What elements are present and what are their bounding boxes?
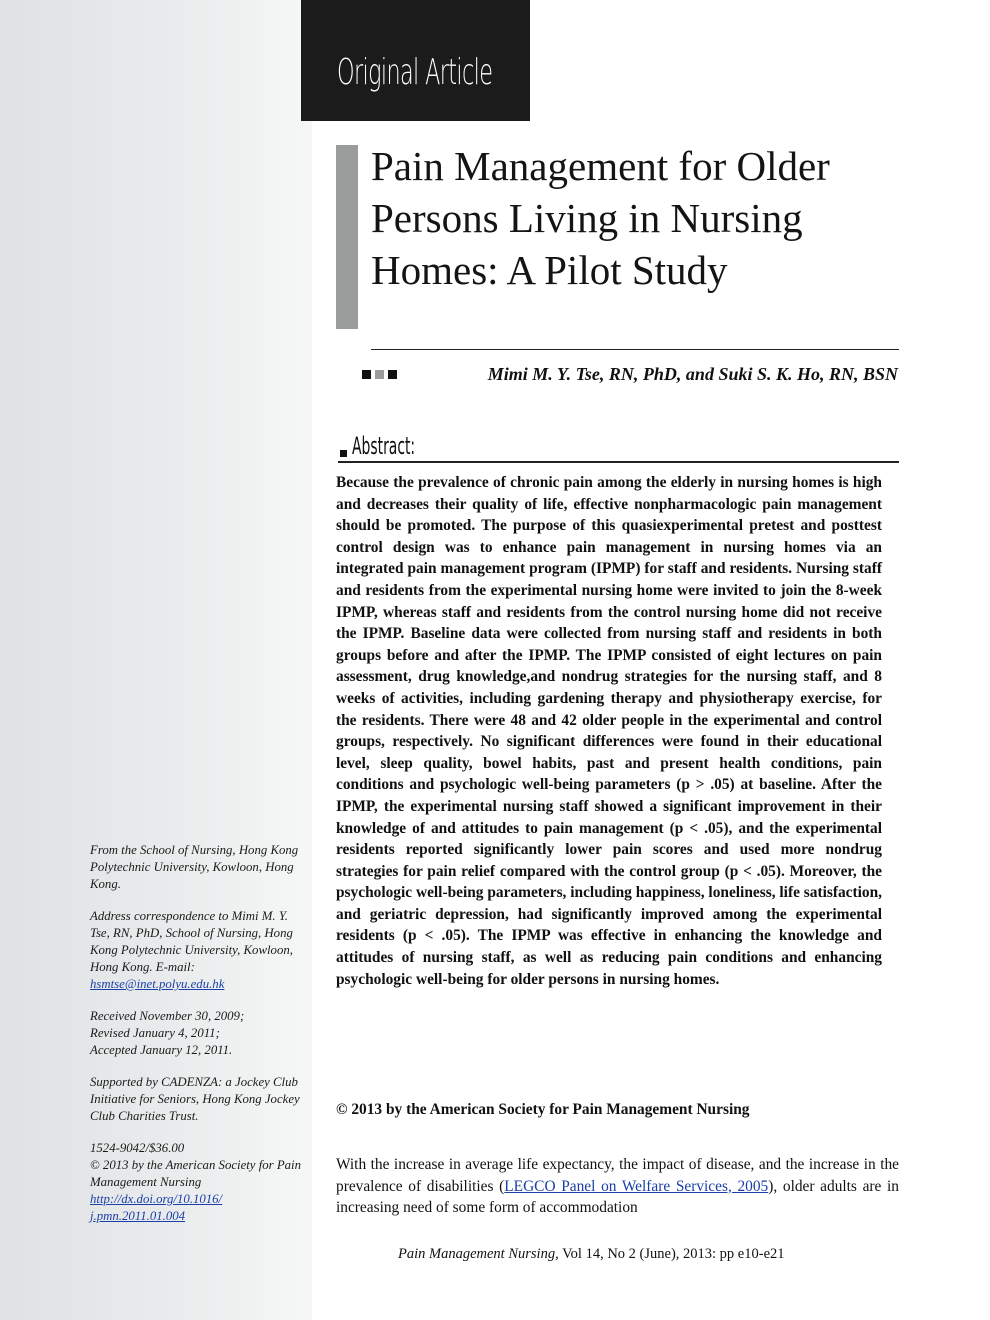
accepted-date: Accepted January 12, 2011. xyxy=(90,1043,233,1057)
bullet-square-icon xyxy=(375,370,384,379)
issn-price: 1524-9042/$36.00 xyxy=(90,1141,185,1155)
abstract-divider xyxy=(338,461,899,463)
history-note xyxy=(90,1008,306,1059)
article-type-label: Original Article xyxy=(337,52,493,93)
journal-name: Pain Management Nursing, xyxy=(398,1246,559,1262)
issue-details: Vol 14, No 2 (June), 2013: pp e10-e21 xyxy=(558,1246,785,1262)
sidebar-copyright: © 2013 by the American Society for Pain Management Nursing xyxy=(90,1158,301,1189)
abstract-copyright: © 2013 by the American Society for Pain Management Nursing xyxy=(336,1101,750,1118)
received-date: Received November 30, 2009; xyxy=(90,1009,245,1023)
intro-text-start: With the increase in average life expectancy, the impact of disease, and the increase in the prevalence of disabilities ( xyxy=(336,1156,899,1195)
funding-note: Supported by CADENZA: a Jockey Club Initiative for Seniors, Hong Kong Jockey Club Charities Trust. xyxy=(90,1075,300,1123)
bullet-square-icon xyxy=(362,370,371,379)
doi-link[interactable]: http://dx.doi.org/10.1016/ j.pmn.2011.01.004 xyxy=(90,1192,223,1223)
intro-paragraph xyxy=(336,1154,899,1219)
title-divider xyxy=(371,349,899,350)
revised-date: Revised January 4, 2011; xyxy=(90,1026,220,1040)
author-names: Mimi M. Y. Tse, RN, PhD, and Suki S. K. Ho, RN, BSN xyxy=(487,364,898,384)
article-title: Pain Management for Older Persons Living in Nursing Homes: A Pilot Study xyxy=(371,143,830,293)
affiliation-note: From the School of Nursing, Hong Kong Polytechnic University, Kowloon, Hong Kong. xyxy=(90,843,299,891)
citation-link[interactable]: LEGCO Panel on Welfare Services, 2005 xyxy=(504,1177,769,1195)
article-type-banner xyxy=(301,0,530,121)
correspondence-text: Address correspondence to Mimi M. Y. Tse, RN, PhD, School of Nursing, Hong Kong Polytechnic University, Kowloon, Hong Kong. E-mail: xyxy=(90,909,293,974)
bullet-square-icon xyxy=(388,370,397,379)
email-link[interactable]: hsmtse@inet.polyu.edu.hk xyxy=(90,977,225,991)
publication-note xyxy=(90,1140,306,1225)
bullet-square-icon xyxy=(340,450,347,457)
title-accent-bar xyxy=(336,145,358,329)
abstract-label: Abstract: xyxy=(352,432,416,460)
journal-footer xyxy=(398,1246,785,1263)
article-sidenotes xyxy=(90,842,306,1240)
correspondence-note xyxy=(90,908,306,993)
author-line xyxy=(362,364,902,386)
intro-text-end: ), older adults are in increasing need of some form of accommodation xyxy=(336,1177,900,1216)
abstract-body: Because the prevalence of chronic pain among the elderly in nursing homes is high and decreases their quality of life, effective nonpharmacologic pain management should be promoted. The purpose of this quasiexperimental pretest and posttest control design was to enhance pain management in nursing homes via an integrated pain management program (IPMP) for staff and residents. Nursing staff and residents from the experimental nursing home were invited to join the 8-week IPMP, whereas staff and residents from the control nursing home did not receive the IPMP. Baseline data were collected from nursing staff and residents in both groups before and after the IPMP. The IPMP consisted of eight lectures on pain assessment, drug knowledge,and nondrug strategies for the nursing staff, and 8 weeks of activities, including gardening therapy and physiotherapy exercise, for the residents. There were 48 and 42 older people in the experimental and control groups, respectively. No significant differences were found in their educational level, sleep quality, bowel habits, past and present health conditions, pain conditions and psychologic well-being parameters (p > .05) at baseline. After the IPMP, the experimental nursing staff showed a significant improvement in their knowledge of and attitudes to pain management (p < .05), and the experimental residents reported significantly lower pain scores and used more nondrug strategies for pain relief compared with the control group (p < .05). Moreover, the psychologic well-being parameters, including happiness, loneliness, life satisfaction, and geriatric depression, had significantly improved among the experimental residents (p < .05). The IPMP was effective in enhancing the knowledge and attitudes of nursing staff, as well as reducing pain conditions and enhancing psychologic well-being for older persons in nursing homes. xyxy=(336,474,882,988)
